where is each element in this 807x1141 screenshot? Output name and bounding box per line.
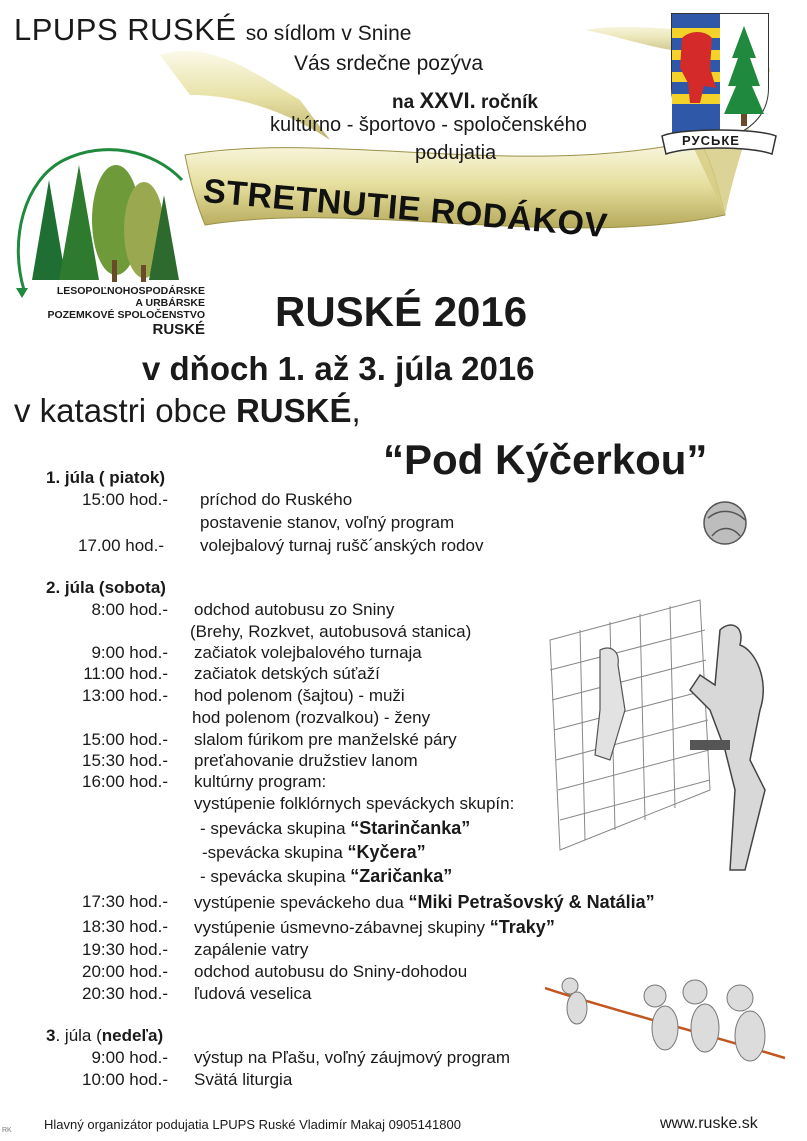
day2-row3-time: 11:00 hod.- [83,664,168,683]
day2-late4-desc: ľudová veselica [194,984,312,1003]
day2-late4-time: 20:30 hod.- [81,984,168,1003]
day2-row5-desc: hod polenom (rozvalkou) - ženy [192,708,431,727]
day2-row1-desc: (Brehy, Rozkvet, autobusová stanica) [190,622,472,641]
day2-row6-time: 15:00 hod.- [81,730,168,749]
event-word: podujatia [415,142,497,164]
day2-group-starincanka: - spevácka skupina “Starinčanka” [200,818,471,838]
area-line: v katastri obce RUSKÉ, [14,392,361,429]
day3-row1-desc: Svätá liturgia [194,1070,293,1089]
forest-trees-icon [4,140,204,300]
place-year: RUSKÉ 2016 [275,288,528,335]
day2-late3-desc: odchod autobusu do Sniny-dohodou [194,962,468,981]
day2-row4-desc: hod polenom (šajtou) - muži [194,686,405,705]
day2-group-kycera: -spevácka skupina “Kyčera” [202,842,426,862]
day2-late3-time: 20:00 hod.- [81,962,168,981]
day2-row4-time: 13:00 hod.- [81,686,168,705]
day2-row7-desc: preťahovanie družstiev lanom [194,751,418,770]
day2-late0-time: 17:30 hod.- [81,892,168,911]
day2-row2-desc: začiatok volejbalového turnaja [194,643,422,662]
location-name: “Pod Kýčerkou” [383,436,708,483]
day3-row1-time: 10:00 hod.- [81,1070,168,1089]
day1-title: 1. júla ( piatok) [46,468,166,487]
forest-logo [4,140,204,340]
day1-row2-time: 17.00 hod.- [77,536,164,555]
day2-row3-desc: začiatok detských súťaží [194,664,380,683]
day2-late2-desc: zapálenie vatry [194,940,309,959]
org-name: LPUPS RUSKÉ [14,12,237,47]
org-seat: so sídlom v Snine [245,22,412,45]
day2-group-zaricanka: - spevácka skupina “Zaričanka” [200,866,453,886]
day1-row2-desc: volejbalový turnaj rušč´anských rodov [200,536,484,555]
edition-number: XXVI. [419,88,476,113]
day2-late2-time: 19:30 hod.- [81,940,168,959]
day2-row9-desc: vystúpenie folklórnych speváckych skupín: [194,794,515,813]
day2-row2-time: 9:00 hod.- [91,643,168,662]
footer-website: www.ruske.sk [660,1115,758,1132]
day2-late1-desc: vystúpenie úsmevno-zábavnej skupiny “Traky” [194,917,555,937]
event-type: kultúrno - športovo - spoločenského [270,114,587,136]
day3-title: 3. júla (nedeľa) [46,1026,164,1045]
day2-row6-desc: slalom fúrikom pre manželské páry [194,730,457,749]
day1-row1-desc: postavenie stanov, voľný program [200,513,455,532]
coat-of-arms-label: РУСЬКЕ [682,133,740,148]
tug-of-war-icon [545,968,795,1078]
edition-line: na XXVI. ročník [392,88,539,113]
forest-logo-text: LESOPOĽNOHOSPODÁRSKE A URBÁRSKE POZEMKOVÉ SPOLOČENSTVO RUSKÉ [47,285,205,338]
day2-title: 2. júla (sobota) [46,578,166,597]
ribbon-title: STRETNUTIE RODÁKOV [201,172,610,246]
day1-row0-desc: príchod do Ruského [200,490,353,509]
volleyball-players-icon [540,590,790,880]
day2-row8-time: 16:00 hod.- [81,772,168,791]
day3-row0-desc: výstup na Pľašu, voľný záujmový program [194,1048,511,1067]
day2-late1-time: 18:30 hod.- [81,917,168,936]
invite-text: Vás srdečne pozýva [294,52,484,75]
header-org-line [14,12,411,48]
footer-organizer: Hlavný organizátor podujatia LPUPS Ruské Vladimír Makaj 0905141800 [44,1117,461,1132]
day2-row0-desc: odchod autobusu zo Sniny [194,600,395,619]
day2-row7-time: 15:30 hod.- [81,751,168,770]
day2-late0-desc: vystúpenie speváckeho dua “Miki Petrašovský & Natália” [194,892,655,912]
area-village: RUSKÉ [235,392,352,429]
day3-row0-time: 9:00 hod.- [91,1048,168,1067]
day2-row8-desc: kultúrny program: [194,772,327,791]
footer-initials: RK [2,1127,12,1134]
day1-row0-time: 15:00 hod.- [81,490,168,509]
day2-row0-time: 8:00 hod.- [91,600,168,619]
event-dates: v dňoch 1. až 3. júla 2016 [142,350,535,387]
volleyball-icon [700,498,750,548]
coat-of-arms [660,8,778,158]
